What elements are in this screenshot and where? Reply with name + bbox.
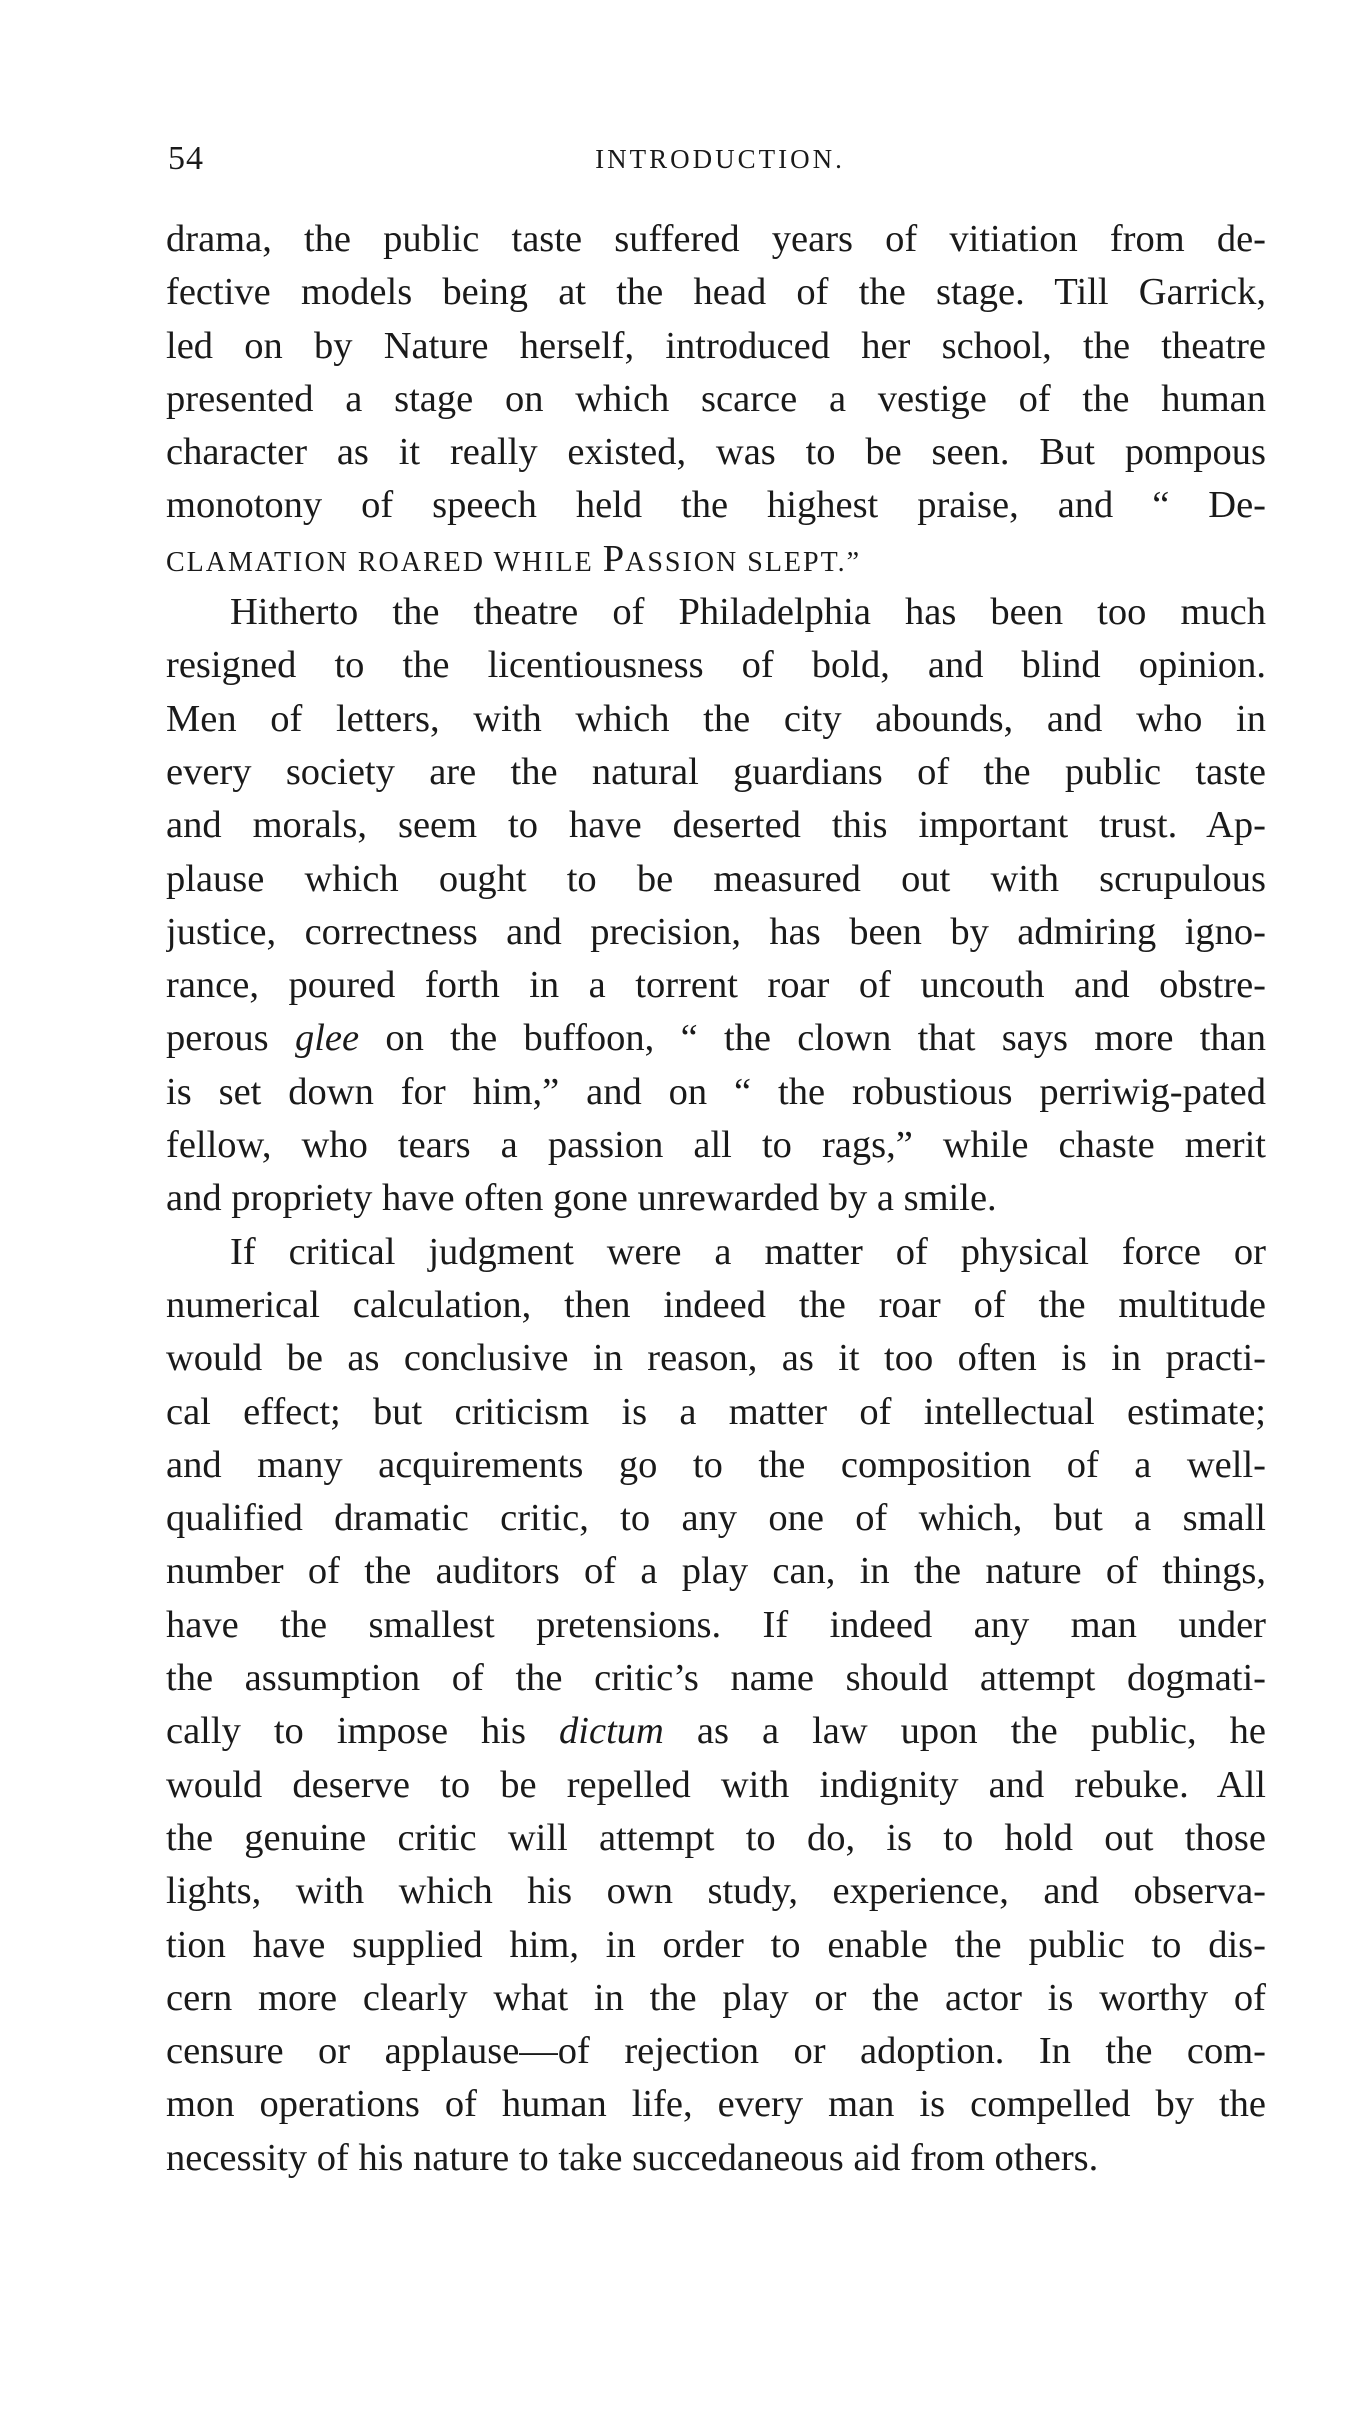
text-line: would deserve to be repelled with indignity and rebuke. All [166,1763,1266,1806]
text-line: lights, with which his own study, experience, and observa- [166,1870,1266,1913]
paragraph [166,213,1266,586]
italic-word: dictum [559,1710,664,1753]
text-line-italic [166,1012,1266,1065]
line-text: as a law upon the public, he [663,1710,1266,1753]
body-text [166,213,1266,2185]
text-line: censure or applause—of rejection or adoption. In the com- [166,2030,1266,2073]
line-text: on the buffoon, “ the clown that says more than [359,1017,1266,1060]
text-line: have the smallest pretensions. If indeed any man under [166,1603,1266,1646]
running-title: INTRODUCTION. [595,144,845,174]
text-line: fective models being at the head of the stage. Till Garrick, [166,271,1266,314]
text-line: monotony of speech held the highest praise, and “ De- [166,484,1266,527]
text-line: qualified dramatic critic, to any one of which, but a small [166,1497,1266,1540]
text-line: Hitherto the theatre of Philadelphia has been too much [230,591,1266,634]
text-line: necessity of his nature to take succedaneous aid from others. [166,2136,1099,2179]
text-line: rance, poured forth in a torrent roar of uncouth and obstre- [166,964,1266,1007]
text-line: drama, the public taste suffered years of vitiation from de- [166,218,1266,260]
paragraph [166,586,1266,1226]
text-line: If critical judgment were a matter of physical force or [230,1230,1266,1273]
smallcaps-text: ASSION SLEPT.” [625,546,862,578]
text-line: Men of letters, with which the city abounds, and who in [166,697,1266,740]
text-line: character as it really existed, was to be seen. But pompous [166,431,1266,474]
text-line: number of the auditors of a play can, in the nature of things, [166,1550,1266,1593]
text-line: led on by Nature herself, introduced her school, the theatre [166,324,1266,367]
text-line-italic [166,1705,1266,1758]
text-line: presented a stage on which scarce a vestige of the human [166,377,1266,420]
text-line: fellow, who tears a passion all to rags,” while chaste merit [166,1124,1266,1167]
text-line: numerical calculation, then indeed the roar of the multitude [166,1283,1266,1326]
text-line: every society are the natural guardians of the public taste [166,750,1266,793]
page-number: 54 [168,140,204,177]
text-line: mon operations of human life, every man is compelled by the [166,2083,1266,2126]
text-line: tion have supplied him, in order to enable the public to dis- [166,1923,1266,1966]
italic-word: glee [294,1017,360,1060]
text-line: and morals, seem to have deserted this important trust. Ap- [166,804,1266,847]
smallcaps-text: CLAMATION ROARED WHILE [166,546,603,578]
text-line: plause which ought to be measured out with scrupulous [166,857,1266,900]
text-line: is set down for him,” and on “ the robustious perriwig-pated [166,1070,1266,1113]
text-line: and many acquirements go to the composition of a well- [166,1443,1266,1486]
text-line: resigned to the licentiousness of bold, and blind opinion. [166,644,1266,687]
smallcaps-initial: P [602,537,626,580]
text-line: the genuine critic will attempt to do, is to hold out those [166,1816,1266,1859]
text-line: cern more clearly what in the play or the actor is worthy of [166,1976,1266,2019]
paragraph [166,1226,1266,2185]
line-text: perous [166,1017,295,1060]
text-line: cal effect; but criticism is a matter of intellectual estimate; [166,1390,1266,1433]
line-text: cally to impose his [166,1710,560,1753]
running-head [168,140,1272,184]
text-line-smallcaps [166,533,1266,586]
text-line: would be as conclusive in reason, as it too often is in practi- [166,1337,1266,1380]
text-line: the assumption of the critic’s name should attempt dogmati- [166,1657,1266,1700]
text-line: justice, correctness and precision, has been by admiring igno- [166,910,1266,953]
text-line: and propriety have often gone unrewarded by a smile. [166,1177,997,1220]
